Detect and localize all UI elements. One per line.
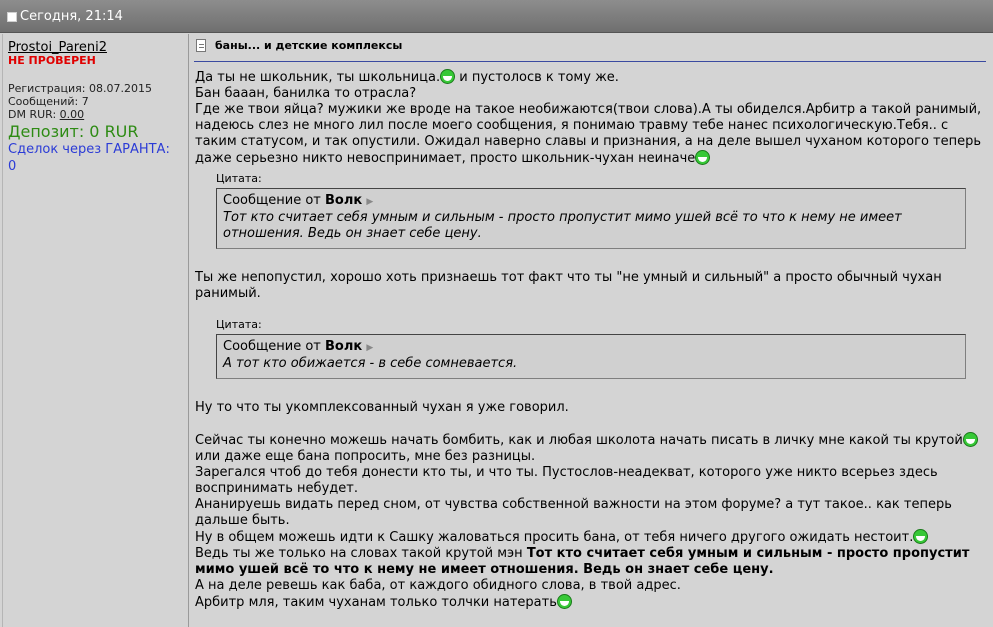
registration-date: Регистрация: 08.07.2015: [8, 82, 152, 95]
quote-box: [216, 334, 966, 379]
guarantor-deals: [8, 141, 190, 175]
deals-value: 0: [8, 159, 17, 174]
quote-label: Цитата:: [216, 172, 262, 185]
paragraph: Зарегался чтоб до тебя донести кто ты, и что ты. Пустослов-неадекват, которого уже никто всерьез здесь воспринимать небудет.: [195, 465, 938, 496]
paragraph: [195, 102, 985, 167]
view-post-arrow-icon[interactable]: ▶: [366, 343, 374, 353]
view-post-arrow-icon[interactable]: ▶: [366, 197, 374, 207]
paragraph: А на деле ревешь как баба, от каждого обидного слова, в твой адрес.: [195, 578, 681, 593]
quote-block: [216, 172, 966, 249]
quote-text: Тот кто считает себя умным и сильным - просто пропустит мимо ушей всё то что к нему не имеет отношения. Ведь он знает себе цену.: [223, 210, 902, 241]
text: Сейчас ты конечно можешь начать бомбить, как и любая школота начать писать в личку мне какой ты крутой: [195, 433, 963, 448]
post-icon: [196, 39, 206, 52]
quote-box: [216, 188, 966, 249]
dm-value-link[interactable]: 0.00: [59, 108, 85, 121]
grin-smiley-icon: [440, 69, 455, 84]
quote-from-label: Сообщение от: [223, 339, 325, 354]
paragraph: Ты же непопустил, хорошо хоть признаешь тот факт что ты "не умный и сильный" а просто обычный чухан ранимый.: [195, 270, 942, 301]
quote-author: Волк: [324, 339, 363, 354]
post-header: [0, 0, 993, 33]
text: Ведь ты же только на словах такой крутой мэн: [195, 546, 527, 561]
paragraph: [195, 594, 985, 611]
post-date: Сегодня, 21:14: [20, 9, 123, 24]
paragraph: [195, 546, 985, 578]
grin-smiley-icon: [963, 432, 978, 447]
quote-header: [223, 339, 959, 356]
grin-smiley-icon: [695, 150, 710, 165]
deposit: Депозит: 0 RUR: [8, 122, 139, 141]
paragraph: Бан бааан, банилка то отрасла?: [195, 86, 417, 101]
dm-balance: [8, 108, 84, 121]
text: Арбитр мля, таким чуханам только толчки натерать: [195, 595, 557, 610]
text: и пустолосв к тому же.: [455, 70, 619, 85]
text: Да ты не школьник, ты школьница.: [195, 70, 441, 85]
quote-author: Волк: [324, 193, 363, 208]
bold-quote-text: Тот кто считает себя умным и сильным - просто пропустит мимо ушей всё то что к нему не имеет отношения. Ведь он знает себе цену.: [195, 546, 970, 577]
paragraph: [195, 69, 985, 86]
quote-header: [223, 193, 959, 210]
paragraph: Ананируешь видать перед сном, от чувства собственной важности на этом форуме? а тут такое.. как теперь дальше быть.: [195, 497, 952, 528]
deals-label: Сделок через ГАРАНТА:: [8, 142, 170, 157]
paragraph: [195, 529, 985, 546]
quote-label: Цитата:: [216, 318, 262, 331]
text: Где же твои яйца? мужики же вроде на такое необижаются(твои слова).А ты обиделся.Арбитр а такой ранимый, надеюсь слез не много лил после моего сообщения, я понимаю травму тебе нанес психологическую.Тебя.. с таким статусом, и так опустили. Ожидал наверно славы и признания, а на деле вышел чуханом которого теперь даже серьезно никто невоспринимает, просто школьник-чухан неиначе: [195, 102, 982, 166]
post-body: [195, 69, 985, 611]
message-count: Сообщений: 7: [8, 95, 89, 108]
post-title: баны... и детские комплексы: [215, 39, 403, 52]
title-divider: [194, 61, 986, 62]
select-post-checkbox[interactable]: [7, 12, 17, 22]
post-content: [190, 34, 990, 627]
user-info-panel: [2, 34, 189, 627]
username-link[interactable]: Prostoi_Pareni2: [8, 40, 107, 55]
user-status: НЕ ПРОВЕРЕН: [8, 54, 96, 67]
quote-text: А тот кто обижается - в себе сомневается.: [223, 356, 518, 371]
quote-block: [216, 318, 966, 379]
grin-smiley-icon: [913, 529, 928, 544]
dm-label: DM RUR:: [8, 108, 60, 121]
text: Ну в общем можешь идти к Сашку жаловаться просить бана, от тебя ничего другого ожидать нестоит.: [195, 530, 914, 545]
grin-smiley-icon: [557, 594, 572, 609]
paragraph: Ну то что ты укомплексованный чухан я уже говорил.: [195, 400, 569, 415]
paragraph: или даже еще бана попросить, мне без разницы.: [195, 449, 536, 464]
quote-from-label: Сообщение от: [223, 193, 325, 208]
paragraph: [195, 432, 985, 449]
